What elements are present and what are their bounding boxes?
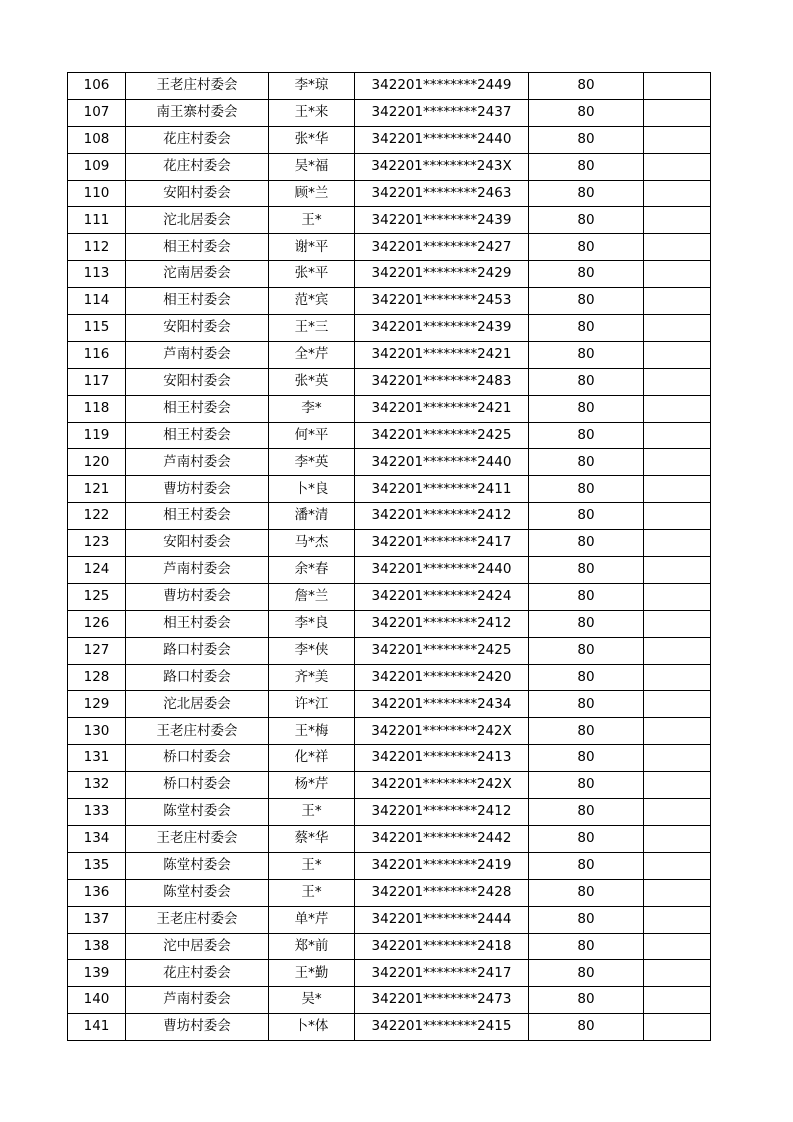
id-number-cell: 342201********2418	[355, 933, 529, 960]
remark-cell	[644, 960, 711, 987]
id-number-cell: 342201********2453	[355, 288, 529, 315]
committee-cell: 花庄村委会	[126, 153, 269, 180]
person-name-cell: 李*侠	[269, 637, 355, 664]
committee-cell: 陈堂村委会	[126, 879, 269, 906]
remark-cell	[644, 341, 711, 368]
remark-cell	[644, 449, 711, 476]
row-number-cell: 108	[68, 126, 126, 153]
amount-cell: 80	[529, 368, 644, 395]
id-number-cell: 342201********242X	[355, 718, 529, 745]
table-row	[68, 395, 711, 422]
id-number-cell: 342201********2419	[355, 852, 529, 879]
row-number-cell: 112	[68, 234, 126, 261]
committee-cell: 曹坊村委会	[126, 476, 269, 503]
row-number-cell: 118	[68, 395, 126, 422]
amount-cell: 80	[529, 557, 644, 584]
table-row	[68, 718, 711, 745]
table-row	[68, 207, 711, 234]
remark-cell	[644, 691, 711, 718]
table-row	[68, 261, 711, 288]
person-name-cell: 许*江	[269, 691, 355, 718]
person-name-cell: 吴*	[269, 987, 355, 1014]
id-number-cell: 342201********2413	[355, 745, 529, 772]
row-number-cell: 126	[68, 610, 126, 637]
row-number-cell: 106	[68, 73, 126, 100]
id-number-cell: 342201********2421	[355, 395, 529, 422]
person-name-cell: 蔡*华	[269, 825, 355, 852]
remark-cell	[644, 315, 711, 342]
remark-cell	[644, 126, 711, 153]
committee-cell: 曹坊村委会	[126, 583, 269, 610]
table-row	[68, 557, 711, 584]
remark-cell	[644, 557, 711, 584]
id-number-cell: 342201********2415	[355, 1014, 529, 1041]
committee-cell: 安阳村委会	[126, 180, 269, 207]
amount-cell: 80	[529, 530, 644, 557]
amount-cell: 80	[529, 234, 644, 261]
row-number-cell: 111	[68, 207, 126, 234]
committee-cell: 相王村委会	[126, 234, 269, 261]
person-name-cell: 杨*芹	[269, 772, 355, 799]
remark-cell	[644, 825, 711, 852]
committee-cell: 王老庄村委会	[126, 73, 269, 100]
table-row	[68, 1014, 711, 1041]
remark-cell	[644, 933, 711, 960]
table-row	[68, 449, 711, 476]
remark-cell	[644, 799, 711, 826]
person-name-cell: 马*杰	[269, 530, 355, 557]
row-number-cell: 141	[68, 1014, 126, 1041]
committee-cell: 曹坊村委会	[126, 1014, 269, 1041]
amount-cell: 80	[529, 583, 644, 610]
amount-cell: 80	[529, 906, 644, 933]
table-row	[68, 234, 711, 261]
remark-cell	[644, 153, 711, 180]
amount-cell: 80	[529, 610, 644, 637]
table-row	[68, 422, 711, 449]
amount-cell: 80	[529, 207, 644, 234]
committee-cell: 桥口村委会	[126, 772, 269, 799]
id-number-cell: 342201********2412	[355, 799, 529, 826]
person-name-cell: 卜*良	[269, 476, 355, 503]
id-number-cell: 342201********2463	[355, 180, 529, 207]
committee-cell: 芦南村委会	[126, 449, 269, 476]
committee-cell: 沱南居委会	[126, 261, 269, 288]
row-number-cell: 134	[68, 825, 126, 852]
person-name-cell: 郑*前	[269, 933, 355, 960]
amount-cell: 80	[529, 852, 644, 879]
person-name-cell: 李*	[269, 395, 355, 422]
table-row	[68, 315, 711, 342]
amount-cell: 80	[529, 960, 644, 987]
id-number-cell: 342201********2412	[355, 503, 529, 530]
id-number-cell: 342201********2440	[355, 126, 529, 153]
table-row	[68, 933, 711, 960]
id-number-cell: 342201********2473	[355, 987, 529, 1014]
remark-cell	[644, 368, 711, 395]
table-row	[68, 745, 711, 772]
remark-cell	[644, 261, 711, 288]
table-row	[68, 691, 711, 718]
person-name-cell: 潘*清	[269, 503, 355, 530]
person-name-cell: 李*琼	[269, 73, 355, 100]
remark-cell	[644, 234, 711, 261]
amount-cell: 80	[529, 73, 644, 100]
person-name-cell: 范*宾	[269, 288, 355, 315]
row-number-cell: 122	[68, 503, 126, 530]
table-row	[68, 341, 711, 368]
person-name-cell: 王*勤	[269, 960, 355, 987]
person-name-cell: 谢*平	[269, 234, 355, 261]
amount-cell: 80	[529, 503, 644, 530]
amount-cell: 80	[529, 261, 644, 288]
remark-cell	[644, 503, 711, 530]
committee-cell: 相王村委会	[126, 610, 269, 637]
row-number-cell: 132	[68, 772, 126, 799]
row-number-cell: 139	[68, 960, 126, 987]
amount-cell: 80	[529, 476, 644, 503]
id-number-cell: 342201********2440	[355, 557, 529, 584]
amount-cell: 80	[529, 772, 644, 799]
id-number-cell: 342201********2425	[355, 637, 529, 664]
table-row	[68, 664, 711, 691]
remark-cell	[644, 422, 711, 449]
remark-cell	[644, 99, 711, 126]
remark-cell	[644, 718, 711, 745]
row-number-cell: 133	[68, 799, 126, 826]
person-name-cell: 王*	[269, 799, 355, 826]
table-row	[68, 99, 711, 126]
person-name-cell: 李*良	[269, 610, 355, 637]
amount-cell: 80	[529, 718, 644, 745]
amount-cell: 80	[529, 825, 644, 852]
id-number-cell: 342201********2420	[355, 664, 529, 691]
amount-cell: 80	[529, 799, 644, 826]
person-name-cell: 詹*兰	[269, 583, 355, 610]
remark-cell	[644, 395, 711, 422]
committee-cell: 安阳村委会	[126, 530, 269, 557]
remark-cell	[644, 664, 711, 691]
table-row	[68, 637, 711, 664]
row-number-cell: 109	[68, 153, 126, 180]
id-number-cell: 342201********243X	[355, 153, 529, 180]
committee-cell: 花庄村委会	[126, 126, 269, 153]
row-number-cell: 113	[68, 261, 126, 288]
row-number-cell: 131	[68, 745, 126, 772]
amount-cell: 80	[529, 449, 644, 476]
committee-cell: 安阳村委会	[126, 315, 269, 342]
amount-cell: 80	[529, 1014, 644, 1041]
amount-cell: 80	[529, 422, 644, 449]
row-number-cell: 130	[68, 718, 126, 745]
person-name-cell: 吴*福	[269, 153, 355, 180]
table-row	[68, 368, 711, 395]
remark-cell	[644, 476, 711, 503]
roster-table-body	[68, 73, 711, 1041]
committee-cell: 芦南村委会	[126, 557, 269, 584]
row-number-cell: 119	[68, 422, 126, 449]
committee-cell: 沱北居委会	[126, 207, 269, 234]
amount-cell: 80	[529, 180, 644, 207]
remark-cell	[644, 73, 711, 100]
id-number-cell: 342201********2427	[355, 234, 529, 261]
table-row	[68, 852, 711, 879]
id-number-cell: 342201********2444	[355, 906, 529, 933]
amount-cell: 80	[529, 691, 644, 718]
row-number-cell: 129	[68, 691, 126, 718]
remark-cell	[644, 180, 711, 207]
person-name-cell: 王*	[269, 879, 355, 906]
row-number-cell: 138	[68, 933, 126, 960]
id-number-cell: 342201********2449	[355, 73, 529, 100]
id-number-cell: 342201********2434	[355, 691, 529, 718]
committee-cell: 桥口村委会	[126, 745, 269, 772]
table-row	[68, 960, 711, 987]
person-name-cell: 齐*美	[269, 664, 355, 691]
table-row	[68, 73, 711, 100]
person-name-cell: 张*华	[269, 126, 355, 153]
id-number-cell: 342201********2439	[355, 315, 529, 342]
row-number-cell: 116	[68, 341, 126, 368]
committee-cell: 相王村委会	[126, 422, 269, 449]
roster-table	[67, 72, 711, 1041]
committee-cell: 路口村委会	[126, 637, 269, 664]
table-row	[68, 180, 711, 207]
person-name-cell: 王*	[269, 852, 355, 879]
row-number-cell: 120	[68, 449, 126, 476]
committee-cell: 相王村委会	[126, 503, 269, 530]
remark-cell	[644, 530, 711, 557]
amount-cell: 80	[529, 637, 644, 664]
committee-cell: 沱北居委会	[126, 691, 269, 718]
table-row	[68, 126, 711, 153]
remark-cell	[644, 745, 711, 772]
table-row	[68, 503, 711, 530]
row-number-cell: 124	[68, 557, 126, 584]
id-number-cell: 342201********2412	[355, 610, 529, 637]
amount-cell: 80	[529, 315, 644, 342]
remark-cell	[644, 610, 711, 637]
person-name-cell: 张*英	[269, 368, 355, 395]
row-number-cell: 137	[68, 906, 126, 933]
committee-cell: 芦南村委会	[126, 341, 269, 368]
remark-cell	[644, 288, 711, 315]
committee-cell: 相王村委会	[126, 395, 269, 422]
row-number-cell: 114	[68, 288, 126, 315]
committee-cell: 相王村委会	[126, 288, 269, 315]
id-number-cell: 342201********2417	[355, 960, 529, 987]
table-row	[68, 530, 711, 557]
id-number-cell: 342201********2483	[355, 368, 529, 395]
remark-cell	[644, 207, 711, 234]
table-row	[68, 153, 711, 180]
table-row	[68, 987, 711, 1014]
table-row	[68, 906, 711, 933]
row-number-cell: 140	[68, 987, 126, 1014]
committee-cell: 沱中居委会	[126, 933, 269, 960]
id-number-cell: 342201********2440	[355, 449, 529, 476]
amount-cell: 80	[529, 126, 644, 153]
id-number-cell: 342201********2442	[355, 825, 529, 852]
id-number-cell: 342201********2437	[355, 99, 529, 126]
amount-cell: 80	[529, 987, 644, 1014]
row-number-cell: 107	[68, 99, 126, 126]
committee-cell: 路口村委会	[126, 664, 269, 691]
amount-cell: 80	[529, 341, 644, 368]
table-row	[68, 772, 711, 799]
person-name-cell: 李*英	[269, 449, 355, 476]
amount-cell: 80	[529, 99, 644, 126]
remark-cell	[644, 879, 711, 906]
committee-cell: 王老庄村委会	[126, 718, 269, 745]
id-number-cell: 342201********2424	[355, 583, 529, 610]
row-number-cell: 110	[68, 180, 126, 207]
person-name-cell: 张*平	[269, 261, 355, 288]
committee-cell: 芦南村委会	[126, 987, 269, 1014]
person-name-cell: 王*来	[269, 99, 355, 126]
row-number-cell: 117	[68, 368, 126, 395]
person-name-cell: 王*三	[269, 315, 355, 342]
row-number-cell: 128	[68, 664, 126, 691]
remark-cell	[644, 637, 711, 664]
person-name-cell: 卜*体	[269, 1014, 355, 1041]
amount-cell: 80	[529, 664, 644, 691]
person-name-cell: 何*平	[269, 422, 355, 449]
id-number-cell: 342201********2425	[355, 422, 529, 449]
amount-cell: 80	[529, 395, 644, 422]
committee-cell: 南王寨村委会	[126, 99, 269, 126]
id-number-cell: 342201********2417	[355, 530, 529, 557]
committee-cell: 陈堂村委会	[126, 852, 269, 879]
remark-cell	[644, 852, 711, 879]
id-number-cell: 342201********2411	[355, 476, 529, 503]
remark-cell	[644, 906, 711, 933]
row-number-cell: 135	[68, 852, 126, 879]
remark-cell	[644, 987, 711, 1014]
person-name-cell: 王*	[269, 207, 355, 234]
committee-cell: 陈堂村委会	[126, 799, 269, 826]
table-row	[68, 610, 711, 637]
id-number-cell: 342201********2439	[355, 207, 529, 234]
person-name-cell: 单*芹	[269, 906, 355, 933]
table-row	[68, 288, 711, 315]
committee-cell: 安阳村委会	[126, 368, 269, 395]
row-number-cell: 125	[68, 583, 126, 610]
table-row	[68, 476, 711, 503]
amount-cell: 80	[529, 745, 644, 772]
row-number-cell: 127	[68, 637, 126, 664]
person-name-cell: 化*祥	[269, 745, 355, 772]
remark-cell	[644, 772, 711, 799]
row-number-cell: 136	[68, 879, 126, 906]
table-row	[68, 879, 711, 906]
table-row	[68, 799, 711, 826]
amount-cell: 80	[529, 879, 644, 906]
id-number-cell: 342201********2428	[355, 879, 529, 906]
person-name-cell: 王*梅	[269, 718, 355, 745]
id-number-cell: 342201********2421	[355, 341, 529, 368]
person-name-cell: 全*芹	[269, 341, 355, 368]
remark-cell	[644, 1014, 711, 1041]
person-name-cell: 余*春	[269, 557, 355, 584]
person-name-cell: 顾*兰	[269, 180, 355, 207]
id-number-cell: 342201********242X	[355, 772, 529, 799]
committee-cell: 花庄村委会	[126, 960, 269, 987]
table-row	[68, 825, 711, 852]
amount-cell: 80	[529, 153, 644, 180]
row-number-cell: 123	[68, 530, 126, 557]
committee-cell: 王老庄村委会	[126, 825, 269, 852]
amount-cell: 80	[529, 288, 644, 315]
amount-cell: 80	[529, 933, 644, 960]
remark-cell	[644, 583, 711, 610]
table-row	[68, 583, 711, 610]
row-number-cell: 115	[68, 315, 126, 342]
id-number-cell: 342201********2429	[355, 261, 529, 288]
row-number-cell: 121	[68, 476, 126, 503]
committee-cell: 王老庄村委会	[126, 906, 269, 933]
